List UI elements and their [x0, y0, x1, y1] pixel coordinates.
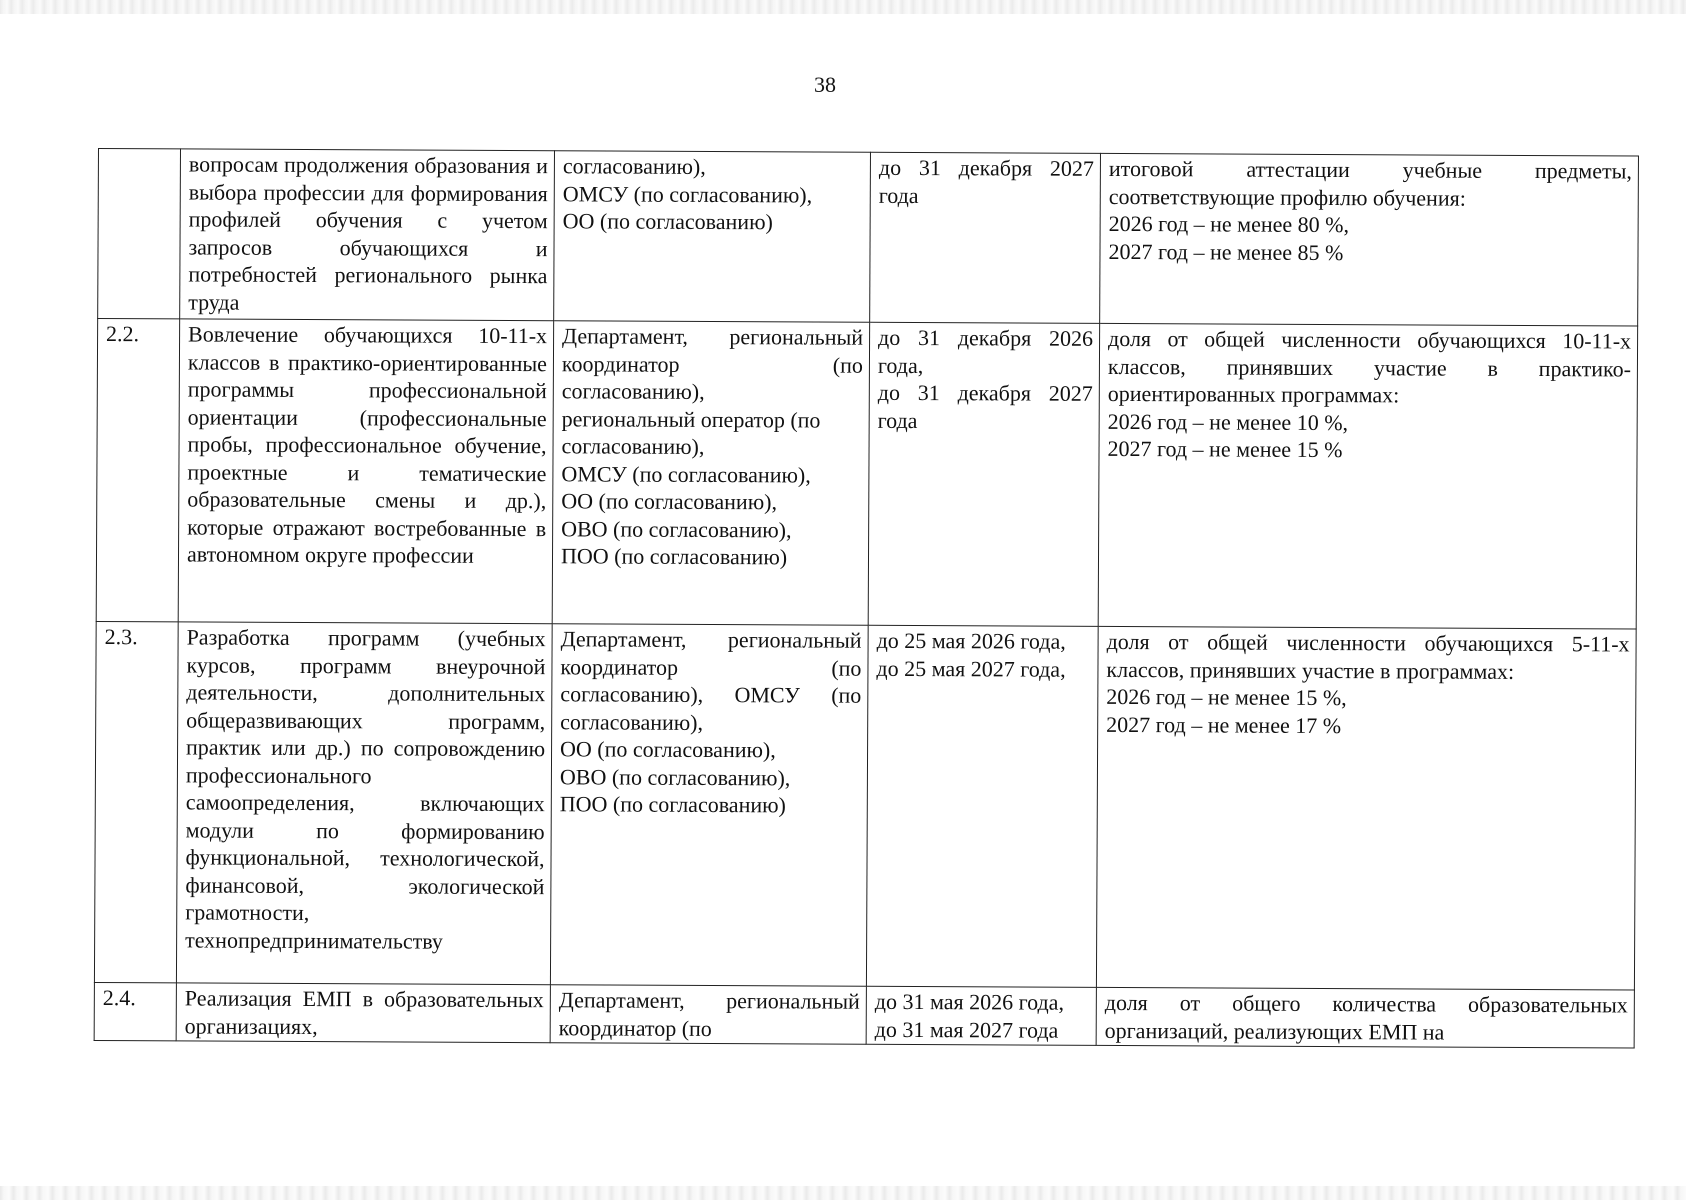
activity-text: вопросам продолжения образования и выбора профессии для формирования профилей обучения с учетом запросов обучающихся и потребностей регионального рынка труда	[188, 151, 548, 315]
page-number: 38	[814, 72, 836, 97]
executors-cell	[550, 624, 868, 987]
indicator-value: 2027 год – не менее 85 %	[1108, 238, 1344, 265]
row-number: 2.4.	[94, 982, 176, 1040]
indicator-cell	[1100, 153, 1639, 326]
indicator-value: 2027 год – не менее 15 %	[1107, 435, 1343, 463]
scan-edge-top	[0, 0, 1686, 14]
indicator-value: 2026 год – не менее 10 %,	[1107, 408, 1349, 435]
executors-intro: Департамент, региональный координатор (по	[558, 987, 860, 1041]
table-row	[94, 982, 1634, 1048]
executor-line: ПОО (по согласованию)	[560, 543, 788, 570]
deadline-line: до 31 декабря 2027 года	[877, 379, 1093, 433]
executor-line: согласованию),	[562, 153, 706, 179]
indicator-cell	[1096, 626, 1636, 990]
executors-intro: Департамент, региональный координатор (по согласованию), ОМСУ (по согласованию),	[560, 626, 862, 735]
indicator-value: 2027 год – не менее 17 %	[1106, 711, 1342, 738]
executor-line: ОВО (по согласованию),	[561, 515, 792, 542]
executors-cell	[554, 151, 871, 323]
row-number: 2.3.	[94, 621, 178, 982]
activity-cell	[178, 319, 553, 624]
activity-cell	[180, 149, 555, 321]
deadline-cell	[868, 322, 1099, 626]
executor-line: ОО (по согласованию),	[560, 736, 776, 763]
executors-intro: Департамент, региональный координатор (по согласованию),	[561, 323, 864, 404]
deadline-line: до 25 мая 2026 года,	[876, 627, 1066, 654]
indicator-cell	[1098, 323, 1637, 629]
executor-line: региональный оператор (по согласованию),	[561, 405, 821, 459]
deadline-line: до 31 декабря 2027 года	[878, 154, 1094, 208]
activity-text: Вовлечение обучающихся 10-11-х классов в практико-ориентированные программы профессиональной ориентации (профессиональные пробы, профессиональное обучение, проектные и тематические образовательные смены и др.), которые отражают востребованные в автономном округе профессии	[186, 321, 548, 568]
table-row	[98, 149, 1639, 327]
indicator-intro: доля от общей численности обучающихся 5-11-х классов, принявших участие в программах:	[1106, 628, 1630, 684]
deadline-cell	[866, 625, 1098, 987]
executor-line: ОО (по согласованию),	[561, 488, 778, 515]
activity-cell	[176, 983, 550, 1043]
deadline-line: до 25 мая 2027 года,	[876, 655, 1066, 682]
deadline-line: до 31 декабря 2026 года,	[877, 324, 1094, 378]
deadline-line: до 31 мая 2026 года,	[874, 988, 1065, 1015]
plan-table	[94, 148, 1639, 1049]
deadline-line: до 31 мая 2027 года	[874, 1016, 1059, 1043]
indicator-intro: доля от общей численности обучающихся 10-11-х классов, принявших участие в практико-ориентированных программах:	[1107, 325, 1632, 408]
indicator-cell	[1096, 987, 1634, 1048]
indicator-intro: доля от общего количества образовательных организаций, реализующих ЕМП на	[1104, 989, 1628, 1045]
executor-line: ПОО (по согласованию)	[559, 791, 786, 818]
deadline-cell	[866, 986, 1096, 1045]
indicator-intro: итоговой аттестации учебные предметы, соответствующие профилю обучения:	[1108, 155, 1632, 211]
executor-line: ОМСУ (по согласованию),	[561, 460, 811, 487]
scan-edge-bottom	[0, 1186, 1686, 1200]
executors-cell	[550, 985, 866, 1045]
table-row	[94, 621, 1636, 990]
row-number: 2.2.	[96, 319, 179, 622]
executor-line: ОВО (по согласованию),	[559, 763, 791, 790]
executor-line: ОМСУ (по согласованию),	[562, 180, 813, 207]
indicator-value: 2026 год – не менее 15 %,	[1106, 683, 1347, 711]
row-number	[98, 149, 181, 319]
executors-cell	[552, 321, 869, 626]
deadline-cell	[870, 152, 1101, 323]
activity-text: Реализация ЕМП в образовательных организациях,	[184, 985, 544, 1039]
indicator-value: 2026 год – не менее 80 %,	[1108, 210, 1350, 238]
activity-text: Разработка программ (учебных курсов, программ внеурочной деятельности, дополнительных общеразвивающих программ, практик или др.) по сопровождению профессионального самоопределения, включающих модули по формированию функциональной, технологической, финансовой, экологической грамотности, технопредпринимательству	[185, 624, 546, 954]
table-row	[96, 319, 1637, 630]
executor-line: ОО (по согласованию)	[562, 208, 773, 235]
activity-cell	[176, 622, 552, 985]
